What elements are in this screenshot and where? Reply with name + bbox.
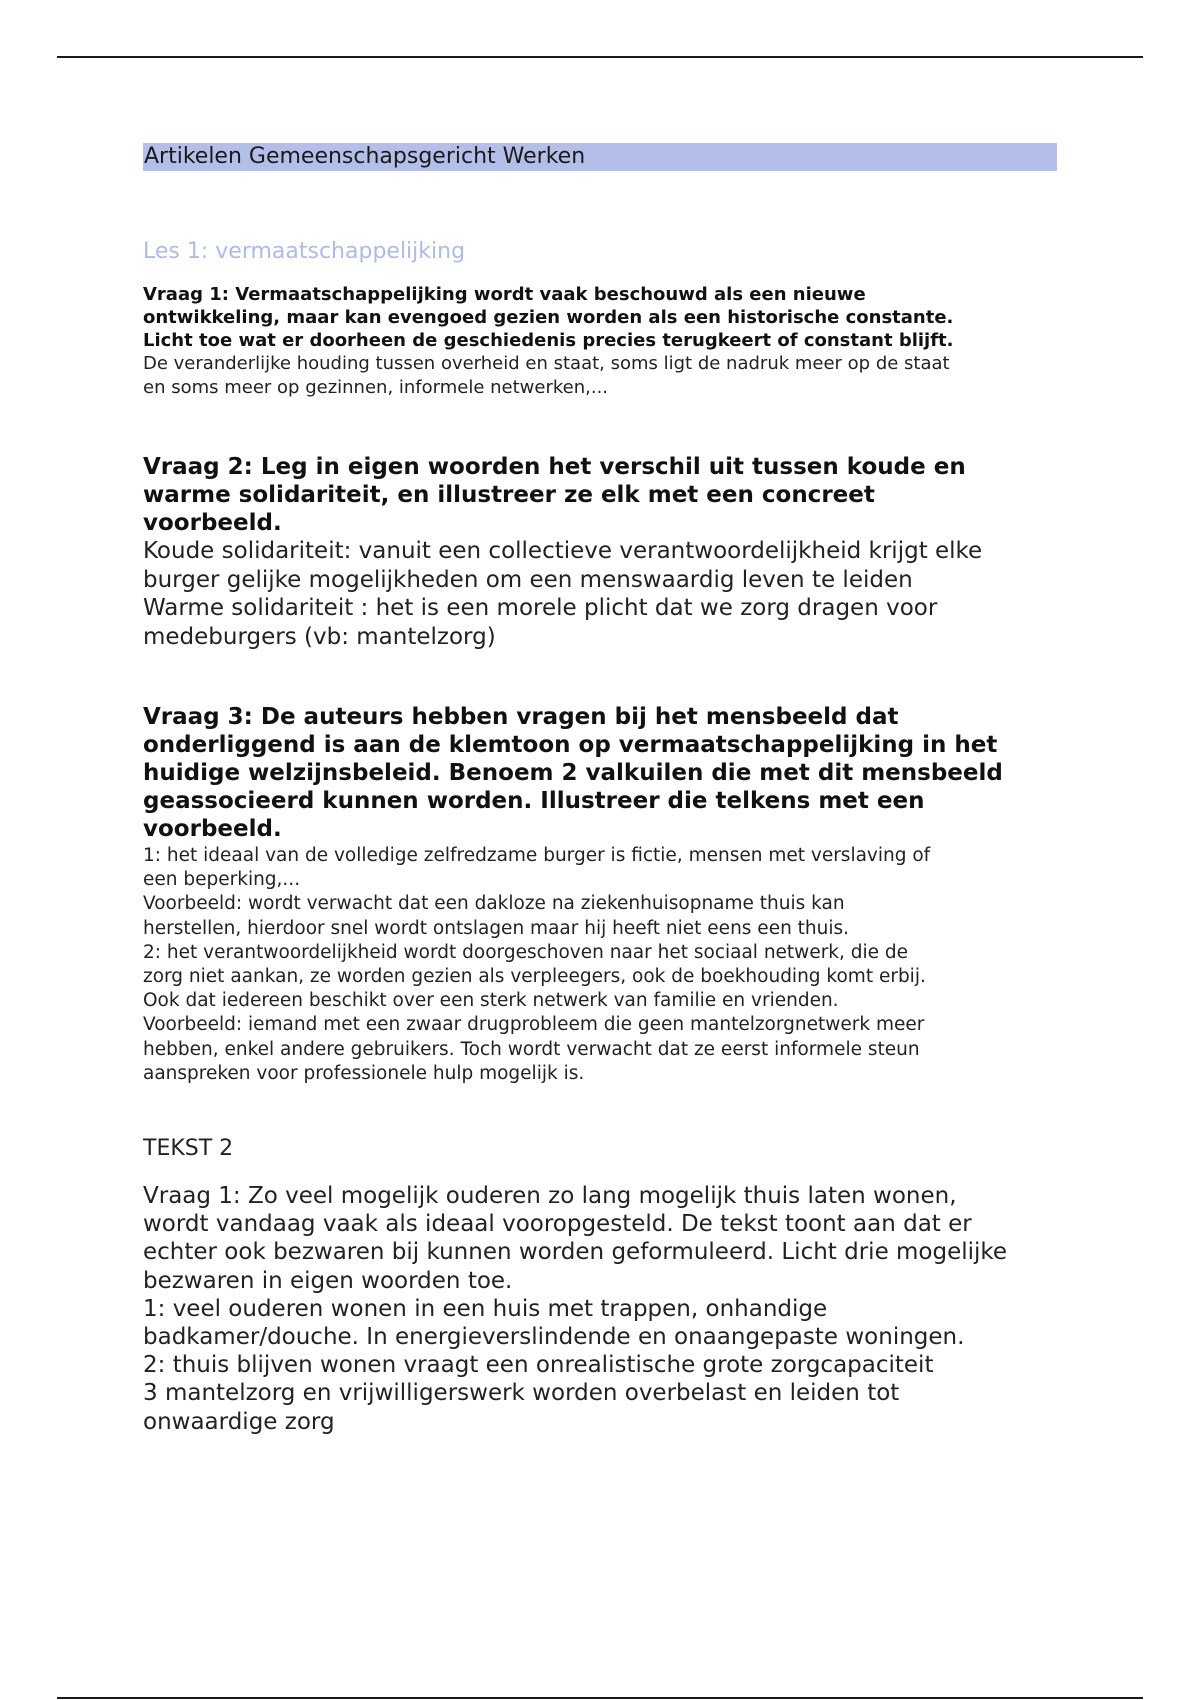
text-line: Vraag 1: Zo veel mogelijk ouderen zo lang mogelijk thuis laten wonen, xyxy=(143,1183,957,1210)
answer-line: 1: het ideaal van de volledige zelfredzame burger is fictie, mensen met verslaving of xyxy=(143,845,931,866)
question-line: Licht toe wat er doorheen de geschiedenis precies terugkeert of constant blijft. xyxy=(143,330,954,351)
document-title: Artikelen Gemeenschapsgericht Werken xyxy=(143,143,1057,171)
answer-line: 2: het verantwoordelijkheid wordt doorgeschoven naar het sociaal netwerk, die de xyxy=(143,941,909,963)
answer-line: Warme solidariteit : het is een morele plicht dat we zorg dragen voor xyxy=(143,595,938,621)
question-line: voorbeeld. xyxy=(143,816,282,842)
answer-line: De veranderlijke houding tussen overheid en staat, soms ligt de nadruk meer op de staat xyxy=(143,353,950,374)
text-line: 1: veel ouderen wonen in een huis met trappen, onhandige xyxy=(143,1295,828,1322)
section-title: Les 1: vermaatschappelijking xyxy=(143,239,466,264)
tekst-2-question-1 xyxy=(143,1182,1057,1436)
answer-2 xyxy=(143,537,1057,651)
answer-line: medeburgers (vb: mantelzorg) xyxy=(143,623,496,650)
question-3 xyxy=(143,703,1057,843)
answer-line: een beperking,... xyxy=(143,869,301,891)
text-line: echter ook bezwaren bij kunnen worden geformuleerd. Licht drie mogelijke xyxy=(143,1239,1008,1266)
question-line: Vraag 1: Vermaatschappelijking wordt vaak beschouwd als een nieuwe xyxy=(143,284,866,305)
answer-3 xyxy=(143,844,1057,1086)
question-line: huidige welzijnsbeleid. Benoem 2 valkuilen die met dit mensbeeld xyxy=(143,760,1003,786)
document-body xyxy=(143,143,1057,1436)
header-rule xyxy=(57,56,1143,58)
question-line: geassocieerd kunnen worden. Illustreer die telkens met een xyxy=(143,788,925,814)
answer-line: Voorbeeld: wordt verwacht dat een dakloze na ziekenhuisopname thuis kan xyxy=(143,893,845,915)
text-line: badkamer/douche. In energieverslindende en onaangepaste woningen. xyxy=(143,1324,965,1351)
answer-line: Ook dat iedereen beschikt over een sterk netwerk van familie en vrienden. xyxy=(143,990,839,1012)
answer-1 xyxy=(143,352,1057,400)
text-line: wordt vandaag vaak als ideaal vooropgesteld. De tekst toont aan dat er xyxy=(143,1211,972,1238)
question-line: Vraag 3: De auteurs hebben vragen bij het mensbeeld dat xyxy=(143,704,899,730)
answer-line: en soms meer op gezinnen, informele netwerken,... xyxy=(143,377,609,398)
tekst-2-heading: TEKST 2 xyxy=(143,1136,234,1162)
text-line: bezwaren in eigen woorden toe. xyxy=(143,1267,513,1294)
answer-line: hebben, enkel andere gebruikers. Toch wordt verwacht dat ze eerst informele steun xyxy=(143,1038,920,1060)
answer-line: Koude solidariteit: vanuit een collectieve verantwoordelijkheid krijgt elke xyxy=(143,538,983,564)
answer-line: Voorbeeld: iemand met een zwaar drugprobleem die geen mantelzorgnetwerk meer xyxy=(143,1014,925,1036)
text-line: 3 mantelzorg en vrijwilligerswerk worden overbelast en leiden tot xyxy=(143,1380,900,1407)
answer-line: aanspreken voor professionele hulp mogelijk is. xyxy=(143,1062,585,1084)
answer-line: zorg niet aankan, ze worden gezien als verpleegers, ook de boekhouding komt erbij. xyxy=(143,966,926,988)
question-2 xyxy=(143,453,1057,537)
text-line: onwaardige zorg xyxy=(143,1408,335,1435)
question-line: onderliggend is aan de klemtoon op vermaatschappelijking in het xyxy=(143,732,998,758)
answer-line: burger gelijke mogelijkheden om een menswaardig leven te leiden xyxy=(143,566,913,593)
text-line: 2: thuis blijven wonen vraagt een onrealistische grote zorgcapaciteit xyxy=(143,1352,934,1379)
question-1 xyxy=(143,283,1057,352)
footer-rule xyxy=(57,1697,1143,1699)
question-line: warme solidariteit, en illustreer ze elk met een concreet xyxy=(143,482,875,508)
question-line: ontwikkeling, maar kan evengoed gezien worden als een historische constante. xyxy=(143,307,954,328)
answer-line: herstellen, hierdoor snel wordt ontslagen maar hij heeft niet eens een thuis. xyxy=(143,917,850,939)
question-line: Vraag 2: Leg in eigen woorden het verschil uit tussen koude en xyxy=(143,454,966,480)
question-line: voorbeeld. xyxy=(143,510,282,536)
